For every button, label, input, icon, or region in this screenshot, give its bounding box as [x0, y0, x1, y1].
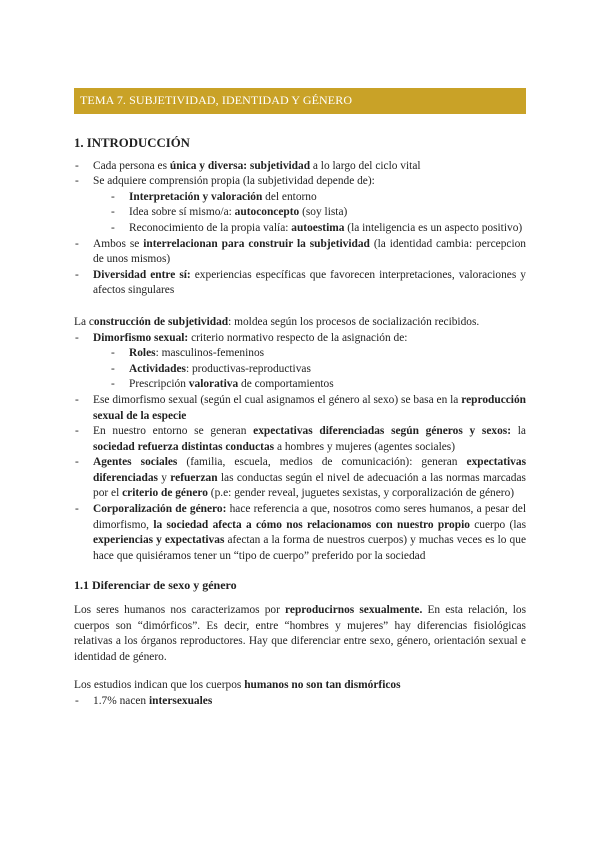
sub-list-item: - Actividades: productivas-reproductivas — [74, 362, 526, 378]
bullet-list — [74, 694, 526, 710]
list-item: - Se adquiere comprensión propia (la subjetividad depende de): — [74, 174, 526, 190]
list-item: - Ambos se interrelacionan para construir la subjetividad (la identidad cambia: percepcion de unos mismos) — [74, 237, 526, 268]
list-item: - Dimorfismo sexual: criterio normativo respecto de la asignación de: — [74, 331, 526, 347]
list-item: - En nuestro entorno se generan expectativas diferenciadas según géneros y sexos: la sociedad refuerza distintas conductas a hombres y mujeres (agentes sociales) — [74, 424, 526, 455]
sub-list-item: - Idea sobre sí mismo/a: autoconcepto (soy lista) — [74, 205, 526, 221]
list-item: - Cada persona es única y diversa: subjetividad a lo largo del ciclo vital — [74, 159, 526, 175]
subsection-heading: 1.1 Diferenciar de sexo y género — [74, 578, 237, 593]
chapter-title: TEMA 7. SUBJETIVIDAD, IDENTIDAD Y GÉNERO — [80, 93, 353, 107]
document-body — [74, 136, 526, 710]
sub-list-item: - Interpretación y valoración del entorno — [74, 190, 526, 206]
paragraph: La construcción de subjetividad: moldea según los procesos de socialización recibidos. — [74, 315, 480, 328]
list-item: - Ese dimorfismo sexual (según el cual asignamos el género al sexo) se basa en la reproducción sexual de la especie — [74, 393, 526, 424]
list-item: - Diversidad entre sí: experiencias específicas que favorecen interpretaciones, valoraciones y afectos singulares — [74, 268, 526, 299]
list-item: - Agentes sociales (familia, escuela, medios de comunicación): generan expectativas diferenciadas y refuerzan las conductas según el nivel de adecuación a las normas marcadas por el criterio de género (p.e: gender reveal, juguetes sexistas, y corporalización de género) — [74, 455, 526, 502]
list-item: - Corporalización de género: hace referencia a que, nosotros como seres humanos, a pesar del dimorfismo, la sociedad afecta a cómo nos relacionamos con nuestro propio cuerpo (las experiencias y expectativas afectan a la forma de nuestros cuerpos) y muchas veces es lo que hace que quisiéramos tener un “tipo de cuerpo” preferido por la sociedad — [74, 502, 526, 564]
chapter-title-banner — [74, 88, 526, 114]
bullet-list — [74, 159, 526, 299]
sub-list-item: - Roles: masculinos-femeninos — [74, 346, 526, 362]
sub-list-item: - Reconocimiento de la propia valía: autoestima (la inteligencia es un aspecto positivo) — [74, 221, 526, 237]
paragraph: Los seres humanos nos caracterizamos por reproducirnos sexualmente. En esta relación, los cuerpos son “dimórficos”. Es decir, entre “hombres y mujeres” hay diferencias fisiológicas relativas a los órganos reproductores. Hay que diferenciar entre sexo, género, orientación sexual e identidad de género. — [74, 604, 527, 663]
paragraph: Los estudios indican que los cuerpos humanos no son tan dismórficos — [74, 679, 401, 692]
sub-list-item: - Prescripción valorativa de comportamientos — [74, 377, 526, 393]
bullet-list — [74, 331, 526, 565]
section-heading: 1. INTRODUCCIÓN — [74, 136, 190, 150]
list-item: - 1.7% nacen intersexuales — [74, 694, 526, 710]
